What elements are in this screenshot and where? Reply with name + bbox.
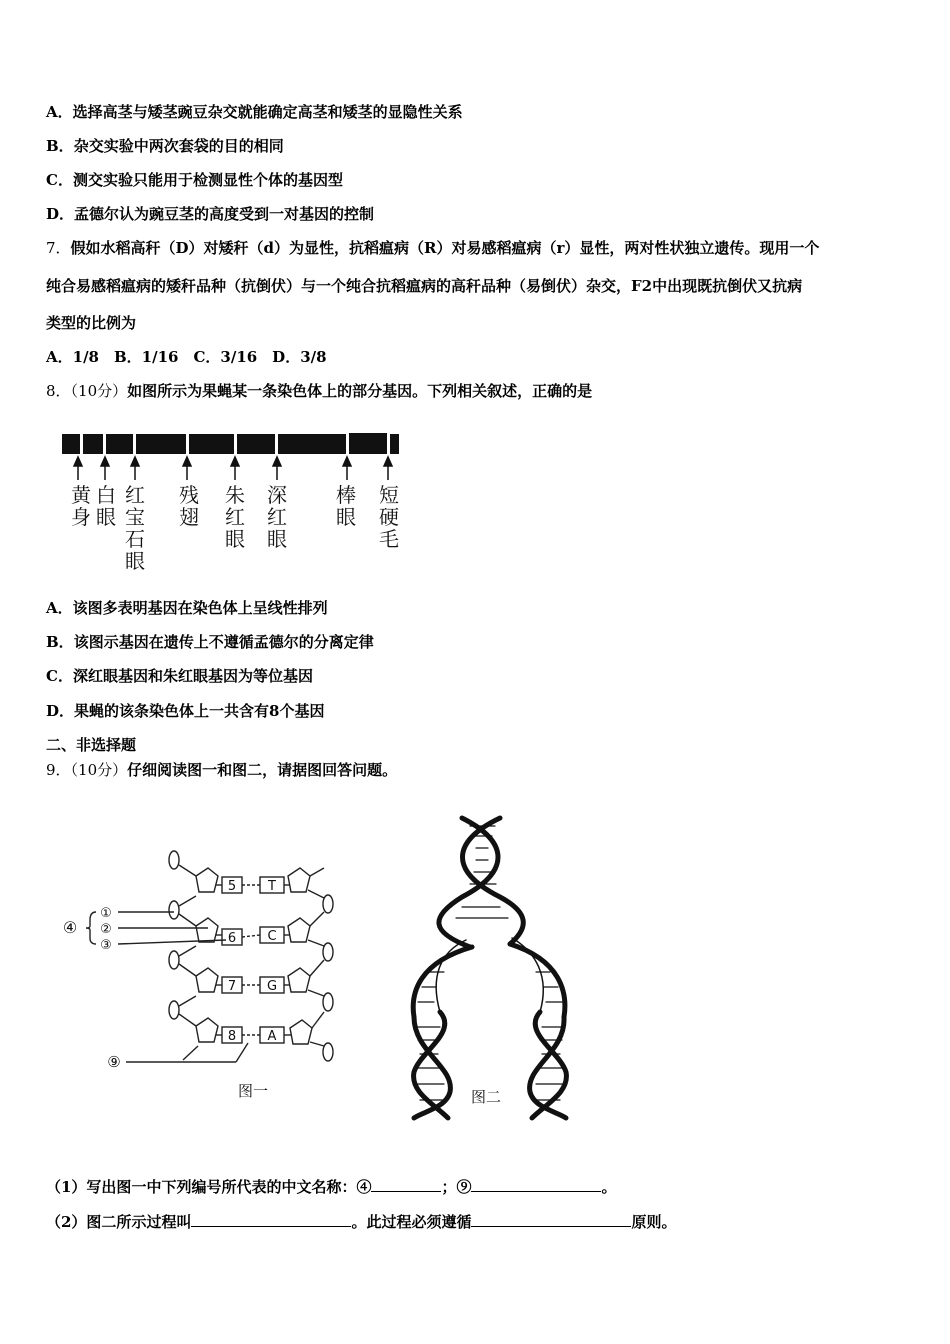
chromosome-segment (106, 434, 133, 454)
deoxyribose-sugar (288, 918, 310, 942)
figure-two-dna-replication (400, 812, 590, 1122)
figure-one-caption: 图一 (237, 1082, 269, 1100)
phosphate-group (169, 851, 179, 869)
deoxyribose-sugar (196, 968, 218, 992)
svg-text:宝: 宝 (125, 505, 145, 529)
marker-4: ④ (62, 918, 78, 937)
q8-option-a: A．该图多表明基因在染色体上呈线性排列 (46, 599, 328, 617)
figure-two-caption: 图二 (470, 1088, 502, 1106)
q7-line1: 7．假如水稻高秆（D）对矮秆（d）为显性，抗稻瘟病（R）对易感稻瘟病（r）显性，两对性状独立遗传。现用一个 (46, 239, 820, 257)
svg-text:毛: 毛 (379, 527, 399, 551)
q8-option-b: B．该图示基因在遗传上不遵循孟德尔的分离定律 (46, 633, 374, 651)
phosphate-group (169, 951, 179, 969)
base-letter: T (268, 879, 276, 894)
deoxyribose-sugar (288, 968, 310, 992)
chromosome-segment (189, 434, 234, 454)
q8-option-c: C．深红眼基因和朱红眼基因为等位基因 (46, 667, 313, 685)
q6-option-a: A．选择高茎与矮茎豌豆杂交就能确定高茎和矮茎的显隐性关系 (46, 103, 463, 121)
answer-blank-principle[interactable] (471, 1211, 631, 1227)
q9-stem: 9．（10分）仔细阅读图一和图二，请据图回答问题。 (46, 761, 398, 779)
svg-text:眼: 眼 (96, 505, 116, 529)
gene-label-shenhongyan: 深 (267, 483, 287, 507)
marker-9: ⑨ (107, 1053, 121, 1071)
base-letter: C (267, 929, 277, 944)
q9-sub1: （1）写出图一中下列编号所代表的中文名称：④ ；⑨ 。 (46, 1178, 617, 1196)
deoxyribose-sugar (288, 868, 310, 892)
q9-sub2: （2）图二所示过程叫 。此过程必须遵循 原则。 (46, 1213, 677, 1231)
svg-text:眼: 眼 (267, 527, 287, 551)
q7-line2: 纯合易感稻瘟病的矮秆品种（抗倒伏）与一个纯合抗稻瘟病的高秆品种（易倒伏）杂交，F2中出现既抗倒伏又抗病 (46, 277, 803, 295)
phosphate-group (323, 993, 333, 1011)
gene-label-duanyingmao: 短 (379, 483, 399, 507)
q6-option-b: B．杂交实验中两次套袋的目的相同 (46, 137, 284, 155)
base-number: 8 (227, 1029, 237, 1044)
base-number: 7 (227, 979, 237, 994)
base-letter: A (267, 1029, 277, 1044)
chromosome-segment (390, 434, 399, 454)
svg-text:眼: 眼 (336, 505, 356, 529)
phosphate-group (169, 1001, 179, 1019)
chromosome-segment (278, 434, 346, 454)
chromosome-segment (136, 434, 186, 454)
marker-2: ② (100, 922, 112, 937)
phosphate-group (323, 943, 333, 961)
chromosome-figure (58, 428, 418, 578)
base-number: 6 (227, 931, 237, 946)
marker-1: ① (100, 906, 112, 921)
phosphate-group (169, 901, 179, 919)
q8-stem: 8．（10分）如图所示为果蝇某一条染色体上的部分基因。下列相关叙述，正确的是 (46, 382, 593, 400)
svg-text:石: 石 (125, 527, 145, 551)
answer-blank-4[interactable] (371, 1176, 441, 1192)
gene-label-canchi: 残 (179, 483, 199, 507)
deoxyribose-sugar (290, 1020, 312, 1044)
answer-blank-9[interactable] (471, 1176, 601, 1192)
section-heading: 二、非选择题 (46, 736, 137, 754)
chromosome-segment (237, 434, 275, 454)
svg-text:红: 红 (225, 505, 245, 529)
gene-label-zhuhongyan: 朱 (225, 483, 245, 507)
phosphate-group (323, 1043, 333, 1061)
svg-text:身: 身 (71, 505, 91, 529)
q7-options: A．1/8 B．1/16 C．3/16 D．3/8 (46, 348, 327, 366)
q8-option-d: D．果蝇的该条染色体上一共含有8个基因 (46, 702, 325, 720)
gene-label-bangyan: 棒 (336, 483, 356, 507)
chromosome-segment (349, 433, 387, 454)
chromosome-segment (83, 434, 103, 454)
q6-option-d: D．孟德尔认为豌豆茎的高度受到一对基因的控制 (46, 205, 375, 223)
deoxyribose-sugar (196, 868, 218, 892)
q7-line3: 类型的比例为 (46, 314, 137, 332)
deoxyribose-sugar (196, 918, 218, 942)
figure-one-dna-structure (58, 840, 358, 1110)
gene-label-hongbaoshiyan: 红 (125, 483, 145, 507)
q6-option-c: C．测交实验只能用于检测显性个体的基因型 (46, 171, 343, 189)
base-letter: G (266, 979, 278, 994)
svg-text:翅: 翅 (179, 505, 199, 529)
svg-text:眼: 眼 (125, 549, 145, 573)
svg-text:硬: 硬 (379, 505, 399, 529)
deoxyribose-sugar (196, 1018, 218, 1042)
base-number: 5 (227, 879, 237, 894)
answer-blank-process[interactable] (191, 1211, 351, 1227)
chromosome-segment (62, 434, 80, 454)
phosphate-group (323, 895, 333, 913)
svg-text:眼: 眼 (225, 527, 245, 551)
svg-text:红: 红 (267, 505, 287, 529)
marker-3: ③ (100, 938, 112, 953)
gene-label-huangshen: 黄 (71, 483, 91, 507)
gene-label-baiyan: 白 (96, 483, 116, 507)
